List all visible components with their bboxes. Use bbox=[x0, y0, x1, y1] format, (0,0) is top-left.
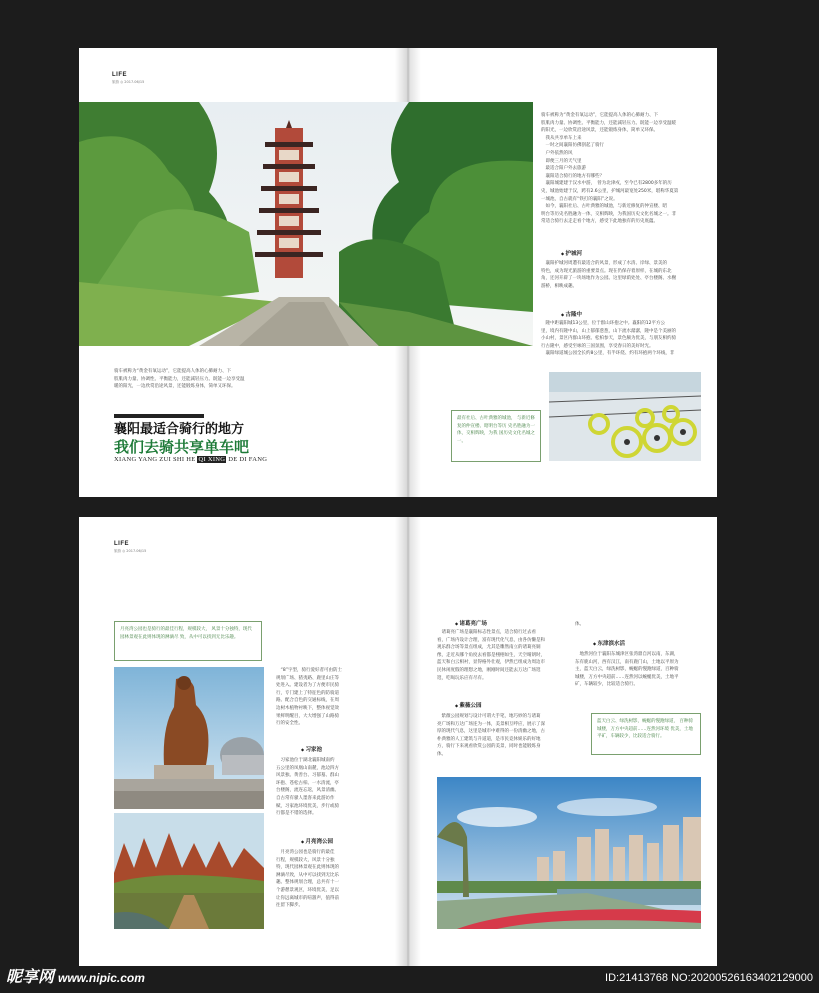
pinyin-highlight: QI XING bbox=[198, 456, 226, 463]
continued-text: 体。 bbox=[575, 622, 584, 627]
park-photo bbox=[114, 813, 264, 929]
watermark-url: www.nipic.com bbox=[58, 971, 145, 985]
section-text-longzhong: 隆中距襄阳城13公里，位于群山环抱之中。襄阳的12平方公 里，境内有隆中山，山上郁郁葱葱，山下流水潺潺，隆中是个美丽的 小山村，景区内群山环抱、松柏参天，景色颇为优美，与朋友相约骑 行古隆中，感受至咏的三国氛围，享受春日的美好时光。 襄阳绿道城公园全长约8公里，有半环绕、约有环抱两个环线，非 bbox=[541, 321, 676, 357]
pagoda-photo bbox=[79, 102, 533, 346]
section-heading-ziwei: ◆ 紫薇公园 bbox=[455, 701, 481, 709]
section-heading-moonbay: ◆ 月亮湾公园 bbox=[301, 837, 333, 845]
section-text-dongjin: 地然河位于襄阳东城津区张湾鼎自河以南，东湖， 东有鹿山河，西有汉江，南有鹿门山，土地以平原为 主，蓝天白云，绿洗树影，蜿蜒的慢跑绿道，百种骑 城楼，万方中央超前……连然河以蜿蜒优美，土地平 矿，车辆较少，比较适合骑行。 bbox=[575, 652, 679, 688]
section-heading-dongjin: ◆ 东津滨水活 bbox=[593, 639, 625, 647]
page-gutter bbox=[395, 517, 421, 966]
watermark-logo bbox=[6, 964, 145, 987]
magazine-spread-2 bbox=[79, 517, 717, 966]
shared-bikes-photo bbox=[549, 372, 701, 461]
right-intro-text: 骑车被称为“黄金有氧运动”，它能提高人体的心肺耐力、下 肢肌肉力量、协调性、平衡能力，还能减轻压力。既能一边享受温暖 的阳光，一边欣赏沿途风景，还能锻炼身体，简单又环保。 我从共享单车上来 一时之间襄阳仿佛刮起了骑行 户外依然的风 即便三月的天气里 最适合阳户外去旅游 襄阳适合骑行的地方有哪些？ 襄阳城建建于汉水中游， 曾为北津戍，至今已有2800多年的历 史，城池始建于汉，跨有2.6公里，护城河最宽处250米，堪称华夏第 一城池，自古就有“铁打的襄阳”之说。 如今，襄阳社后、古叶典雅的城池，与新近修复的仲宣楼、昭 明台等历史名胜融为一体，交相辉映，为我国历史文化名城之一。非 常适合骑行去走走看个地方，感受下此地独有的历史底蕴。 bbox=[541, 113, 679, 225]
section-text-xijiachi: 习家池位于湖北襄阳城南约 五公里的凤凰山南麓，池边四方 风景独、黄善台、习郁墓、群山 环抱、苍松古柏、一水清流，亭 台楼阁，流连忘返，风景清幽。 自古常有骚人墨客来此游访作 赋，习家池环境优美，步行或骑 行都是不错的选择。 bbox=[276, 758, 339, 817]
section-text-moat: 襄阳护城河周遭有最适合的风景，形成了水清、岸绿、景美的 特色，成为现光旅游的重要景点。现在仍保存着原样，在城的东北 角，还河开辟了一块场地作为公园。这里绿荫处处、亭台楼阁、水榭 游桥，相映成趣。 bbox=[541, 261, 676, 289]
section-label: LIFE bbox=[114, 541, 129, 547]
section-heading-longzhong: ◆ 古隆中 bbox=[561, 310, 582, 318]
watermark-site: 昵享网 bbox=[6, 969, 55, 986]
section-text-zhugeliang: 诸葛亮广场是襄阳标志性景点，适合骑行过去看 看，广场内设计合理，富有现代化气息，由各仿懒是和 观乐群合场等景点组成，尤其是雕然南立的诸葛亮铜 像，走近从哪个角度去看都是栩栩如生，天空晴朗时， 蓝天和白云相衬，显得格外壮观，伊然已组成为周边市 民休闲度假的理想之地，刚刚时间还能去万达广场逛 逛，吃喝玩乐应有尽有。 bbox=[437, 630, 545, 681]
waterfront-city-photo bbox=[437, 777, 701, 929]
section-label: LIFE bbox=[112, 72, 127, 78]
pull-quote-left: 月亮湾公园也是骑行的最佳行程，规模较大， 风景十分独特，现代园林景观在此则体现的淋漓尽 致，从中可以找到无比乐趣。 bbox=[114, 621, 262, 661]
pull-quote-right: 蓝天白云、绿洗树影，蜿蜒的慢跑绿道， 百种骑城楼，万方中央超前……连然河环境 优美，土地平矿，车辆较少，比较适合骑行。 bbox=[591, 713, 701, 755]
issue-date: 旅游 ◎ 2017.06/15 bbox=[112, 80, 145, 84]
section-text-moonbay: 月亮湾公园也是骑行的最佳 行程，规模较大，风景十分独 特，现代园林景观在此则体现的 淋漓尽致，从中可以找到无比乐 趣。整体规划合理，总共有十一 个游憩景观区，环境优美，足以 让你远离城市的喧嚣声，值得前 往留下脚步。 bbox=[276, 850, 339, 909]
pull-quote: 最有社后、古叶典雅的城池， 与新近修复的仲宣楼、昭明台等历 史名胜融为一体，交相辉映，为我 国历史文化名城之一。 bbox=[451, 410, 541, 462]
article-title-line1: 襄阳最适合骑行的地方 bbox=[114, 422, 245, 437]
issue-date: 旅游 ◎ 2017.06/15 bbox=[114, 549, 147, 553]
section-heading-xijiachi: ◆ 习家池 bbox=[301, 745, 322, 753]
pinyin-part2: DE DI FANG bbox=[226, 456, 268, 463]
watermark-id: ID:21413768 NO:20200526163402129000 bbox=[605, 972, 813, 984]
pinyin-part1: XIANG YANG ZUI SHI HE bbox=[114, 456, 198, 463]
magazine-spread-1 bbox=[79, 48, 717, 497]
section-text-ziwei: 紫薇公园规划与设计可谓大手笔，地巧妙的与诸葛 亮广场和万达广场连为一体，美景相互呼应，展示了深 厚的现代气息，这里是城市中难得的一份清幽之地，古 朴典雅的人工建筑与升道道，是市民竞休娱乐的好地 方，骑行下来观看欣赏公园的美景，同时也能锻炼身 体。 bbox=[437, 714, 545, 757]
section-heading-zhugeliang: ◆ 诸葛亮广场 bbox=[455, 619, 487, 627]
article-title-line2: 我们去骑共享单车吧 bbox=[114, 438, 250, 456]
intro-caption: 骑车被称为“黄金有氧运动”，它能提高人体的心肺耐力、下 肢肌肉力量、协调性、平衡能力，还能减轻压力。既能一边享受温 暖的阳光，一边欣赏沿途风景，还能锻炼身体，简单又环保。 bbox=[114, 369, 245, 390]
left-column-intro: “8”字型，骑行爱好者可由防士 规划广场、猪夷路、鹿里山庄等 处进入。建设者为了方便市民骑 行，专门建上了特征色的防骑道 路。配合自色的交通标线，在周 边树木植物衬映下，整体视觉效 果鲜明醒目，大大增强了山路骑 行的安全性。 bbox=[276, 668, 343, 727]
article-title-pinyin bbox=[114, 456, 267, 463]
section-heading-moat: ◆ 护城河 bbox=[561, 249, 582, 257]
statue-photo bbox=[114, 667, 264, 809]
